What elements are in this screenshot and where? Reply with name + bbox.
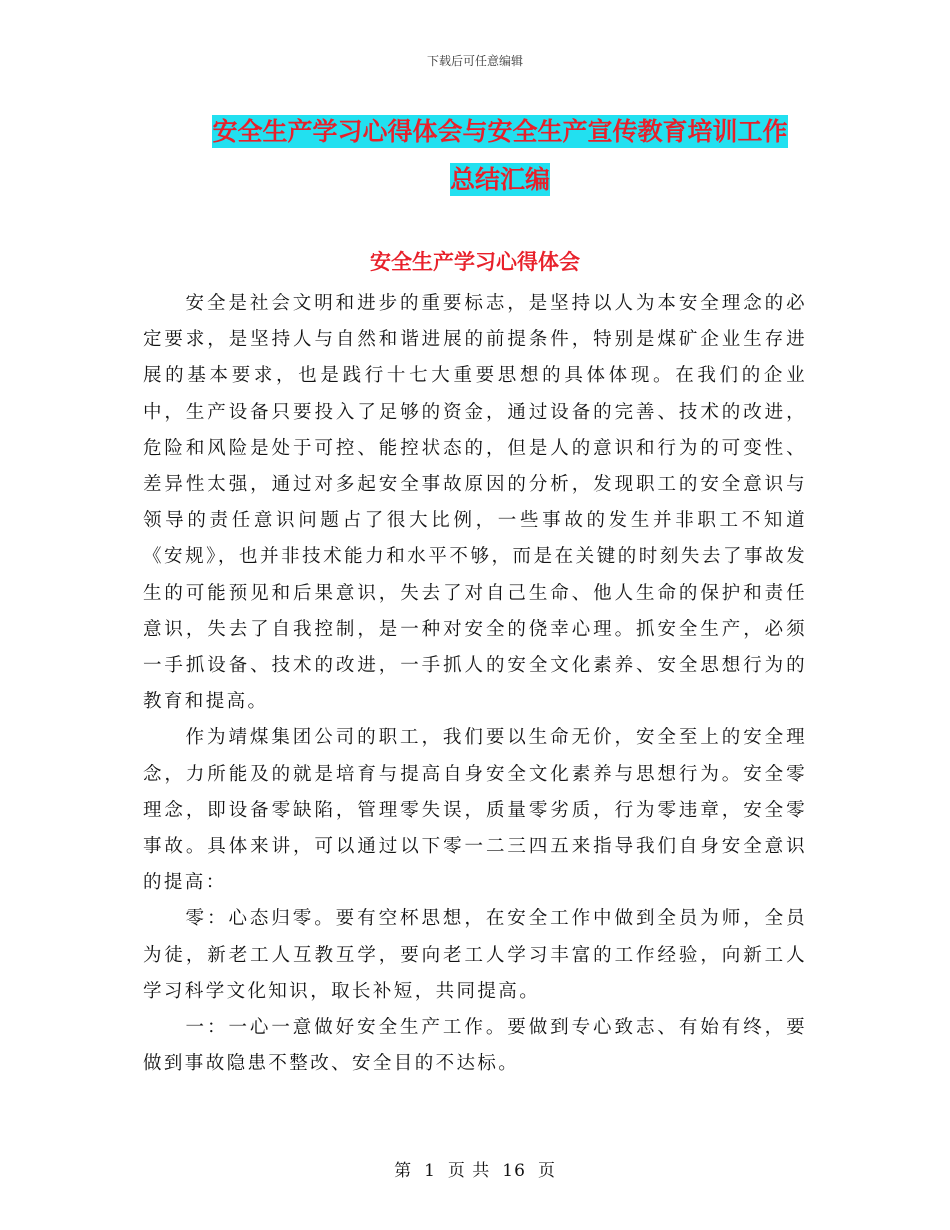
- paragraph: 一：一心一意做好安全生产工作。要做到专心致志、有始有终，要做到事故隐患不整改、安全目的不达标。: [143, 1017, 807, 1075]
- header-note: 下载后可任意编辑: [426, 54, 523, 68]
- document-title-line-2: 总结汇编: [449, 165, 550, 194]
- document-title-line-1: 安全生产学习心得体会与安全生产宣传教育培训工作: [212, 117, 788, 146]
- footer-total-pages: 16: [502, 1161, 526, 1181]
- document-title: [140, 108, 860, 204]
- footer-current-page: 1: [424, 1161, 436, 1181]
- footer-prefix: 第: [394, 1161, 413, 1181]
- paragraph: 零：心态归零。要有空杯思想，在安全工作中做到全员为师，全员为徒，新老工人互教互学，要向老工人学习丰富的工作经验，向新工人学习科学文化知识，取长补短，共同提高。: [143, 908, 807, 1002]
- footer-suffix: 页: [537, 1161, 556, 1181]
- document-body: [143, 286, 807, 1082]
- page-footer: [0, 1156, 950, 1181]
- section-title: 安全生产学习心得体会: [370, 250, 580, 274]
- paragraph: 安全是社会文明和进步的重要标志，是坚持以人为本安全理念的必定要求，是坚持人与自然和谐进展的前提条件，特别是煤矿企业生存进展的基本要求，也是践行十七大重要思想的具体体现。在我们的企业中，生产设备只要投入了足够的资金，通过设备的完善、技术的改进，危险和风险是处于可控、能控状态的，但是人的意识和行为的可变性、差异性太强，通过对多起安全事故原因的分析，发现职工的安全意识与领导的责任意识问题占了很大比例，一些事故的发生并非职工不知道《安规》，也并非技术能力和水平不够，而是在关键的时刻失去了事故发生的可能预见和后果意识，失去了对自己生命、他人生命的保护和责任意识，失去了自我控制，是一种对安全的侥幸心理。抓安全生产，必须一手抓设备、技术的改进，一手抓人的安全文化素养、安全思想行为的教育和提高。: [143, 293, 807, 713]
- paragraph: 作为靖煤集团公司的职工，我们要以生命无价，安全至上的安全理念，力所能及的就是培育与提高自身安全文化素养与思想行为。安全零理念，即设备零缺陷，管理零失误，质量零劣质，行为零违章，安全零事故。具体来讲，可以通过以下零一二三四五来指导我们自身安全意识的提高：: [143, 727, 807, 894]
- footer-middle: 页 共: [447, 1161, 491, 1181]
